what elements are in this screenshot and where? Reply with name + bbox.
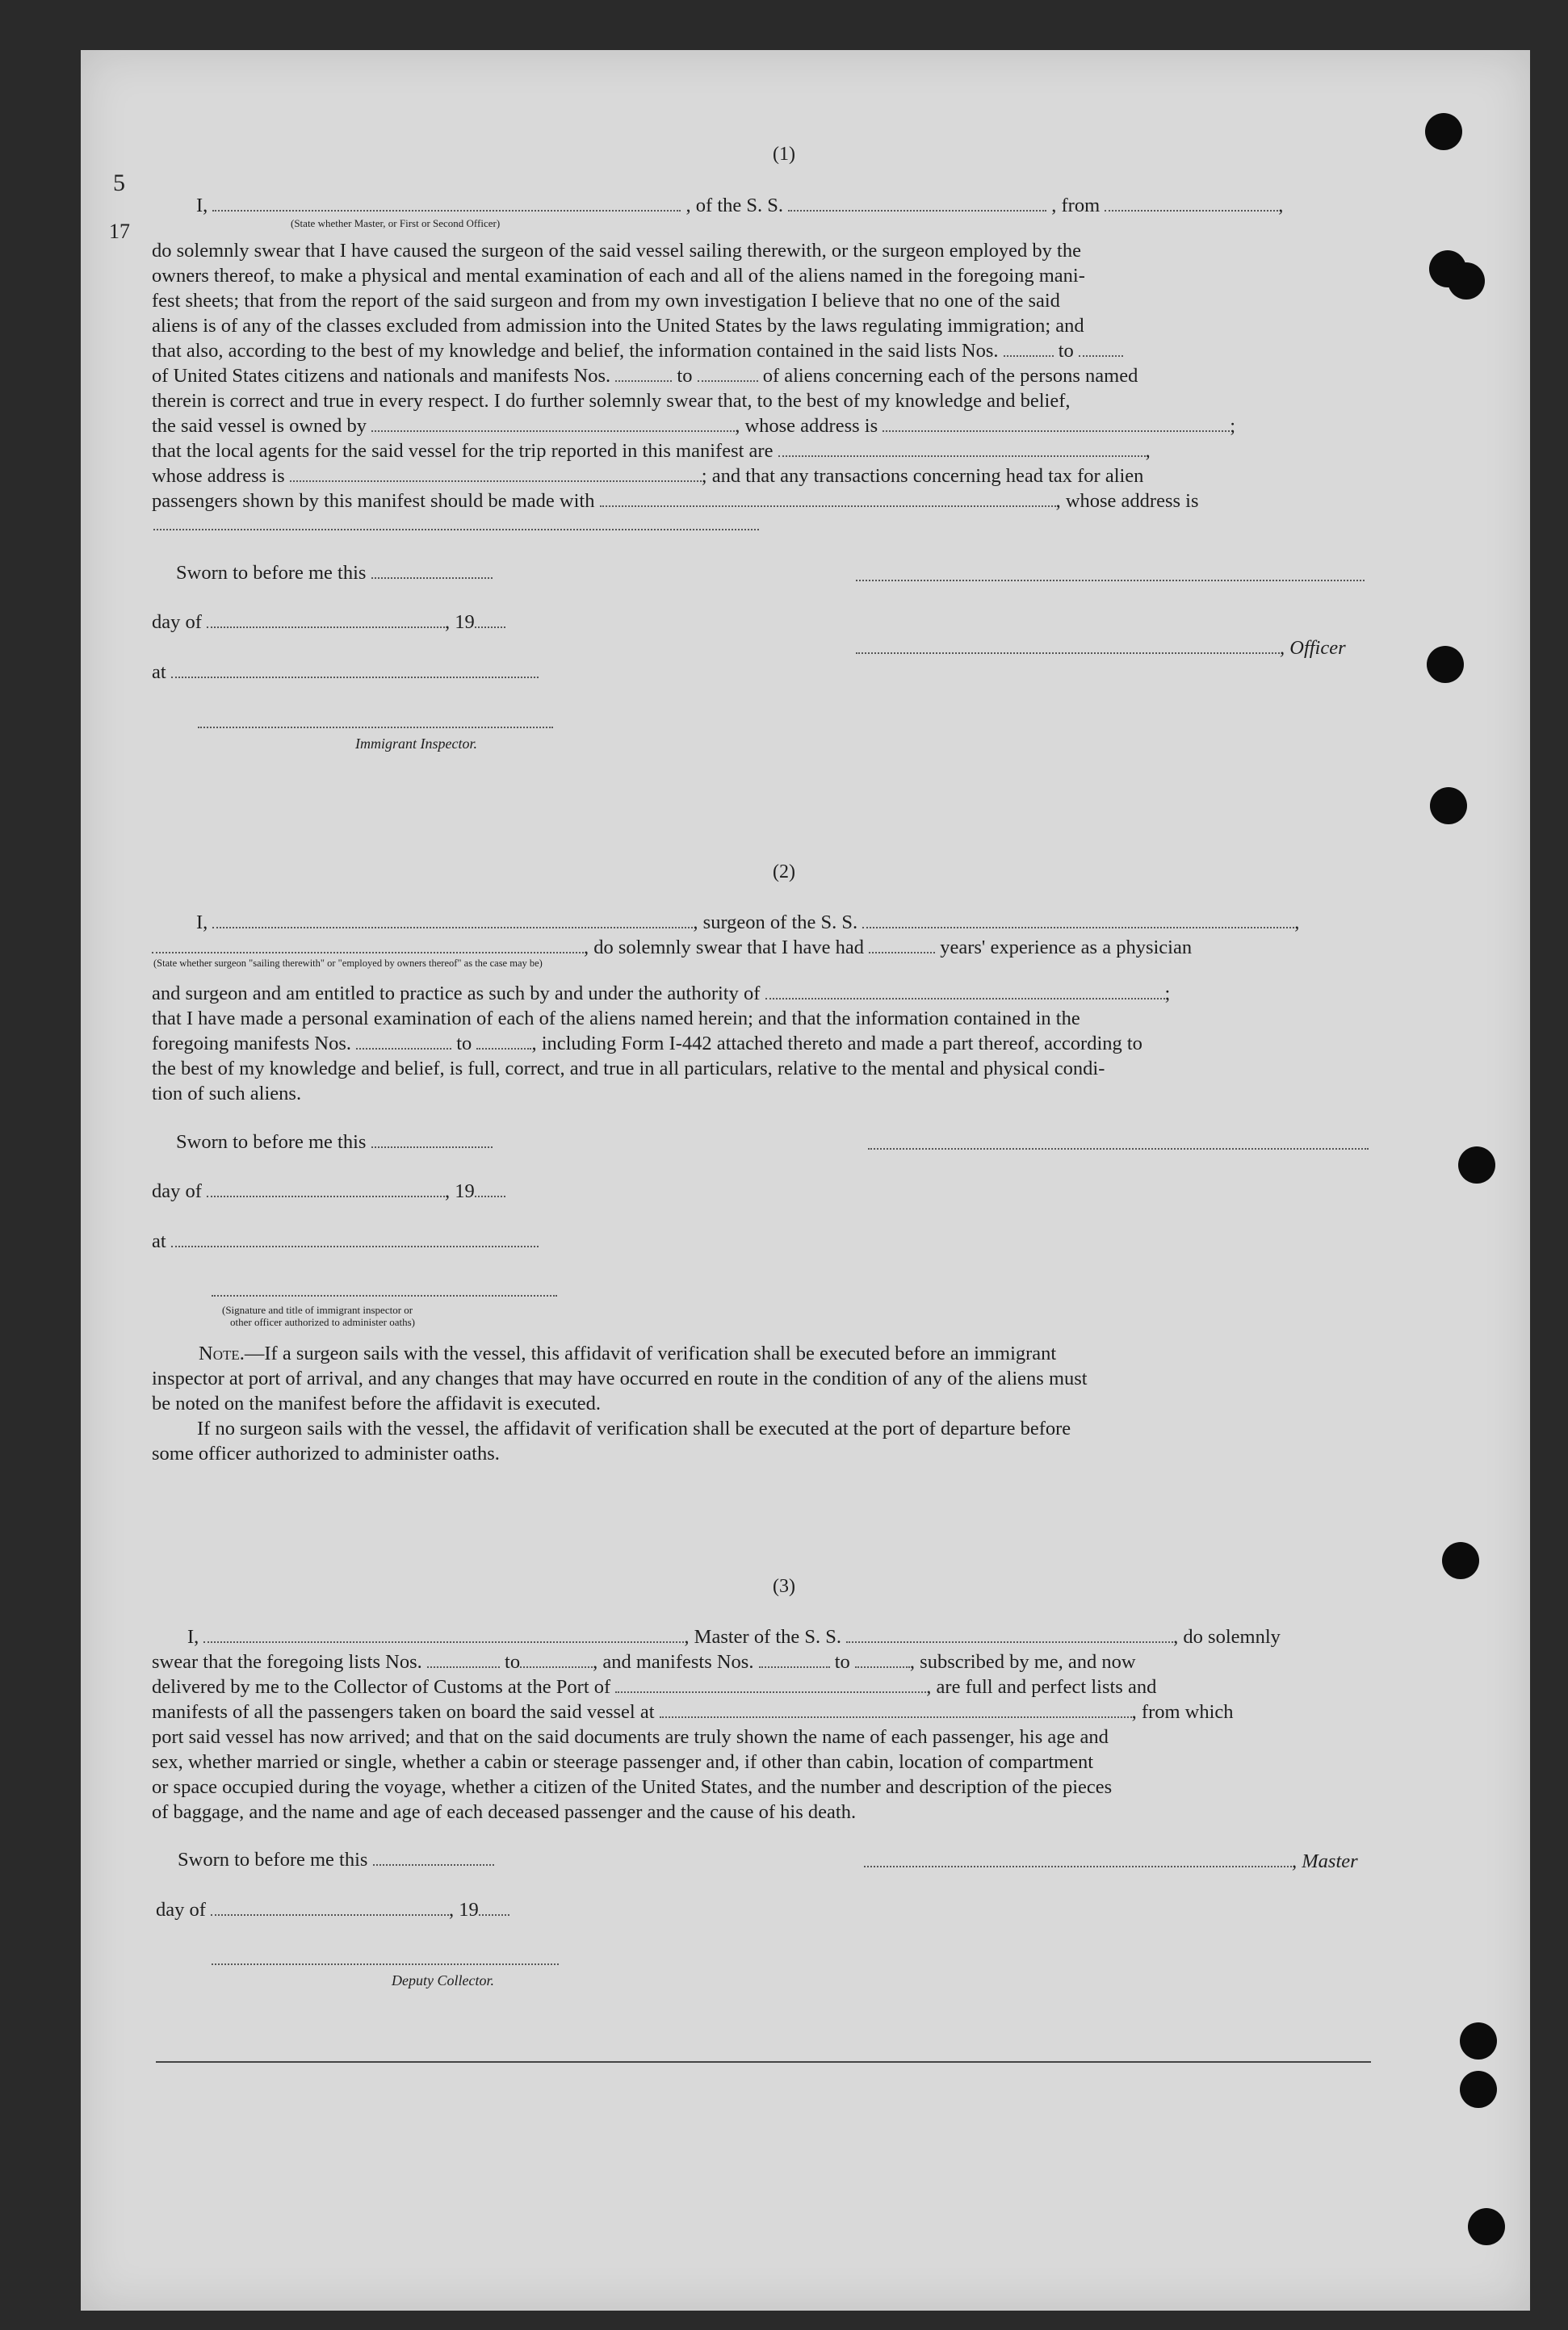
s3-manifests-all: manifests of all the passengers taken on board the said vessel at	[152, 1701, 655, 1723]
s3-solemnly: , do solemnly	[1173, 1626, 1281, 1648]
s1-owner-blank	[371, 416, 735, 432]
punch-hole-3	[1448, 262, 1485, 300]
punch-hole-7	[1442, 1542, 1479, 1579]
s1-officer-label: , Officer	[1280, 637, 1346, 659]
s1-l6-to: to	[677, 365, 693, 387]
s2-day-blank	[207, 1181, 445, 1197]
s1-agents-blank	[778, 441, 1146, 457]
s1-headtax-address-label: , whose address is	[1055, 490, 1199, 512]
s1-sworn-blank	[371, 563, 493, 579]
s3-from-which: , from which	[1131, 1701, 1234, 1723]
section-1-number: (1)	[773, 144, 795, 165]
note-l5: some officer authorized to administer oaths.	[152, 1443, 500, 1465]
s2-authority-blank	[765, 983, 1165, 999]
s3-day	[156, 1898, 509, 1922]
punch-hole-8	[1460, 2022, 1497, 2060]
s2-day	[152, 1180, 505, 1204]
s3-collector-sig-line	[212, 1963, 559, 1965]
s2-sworn-blank	[371, 1132, 493, 1148]
s2-form: , including Form I-442 attached thereto and made a part thereof, according to	[531, 1033, 1142, 1054]
s3-master-of: , Master of the S. S.	[684, 1626, 842, 1648]
s2-sig-caption-1: (Signature and title of immigrant inspector or	[222, 1304, 413, 1316]
s1-lists-to-blank	[1079, 341, 1123, 357]
s1-para-l9: that the local agents for the said vessel for the trip reported in this manifest are ,	[152, 440, 1151, 462]
bottom-rule	[156, 2061, 1371, 2063]
s1-para-l3: fest sheets; that from the report of the said surgeon and from my own investigation I believe that no one of the said	[152, 290, 1060, 312]
s2-year-label: , 19	[445, 1180, 475, 1202]
s1-vessel-blank	[788, 195, 1046, 212]
s1-manifests-to-blank	[698, 366, 758, 382]
s1-at-label: at	[152, 661, 166, 683]
s1-para-l6	[152, 364, 1138, 388]
s3-lists-to-blank	[520, 1652, 593, 1668]
s2-experience: years' experience as a physician	[940, 937, 1193, 958]
punch-hole-4	[1427, 646, 1464, 683]
s1-para-l10	[152, 464, 1143, 488]
s2-manifests-to-blank	[476, 1033, 531, 1050]
s1-para-l1: do solemnly swear that I have caused the surgeon of the said vessel sailing therewith, or the surgeon employed by the	[152, 240, 1081, 262]
s2-para-l3	[152, 1032, 1142, 1056]
section-2-number: (2)	[773, 861, 795, 882]
s2-at-blank	[171, 1231, 539, 1247]
s1-day-label: day of	[152, 611, 202, 633]
s2-para-l1	[152, 982, 1170, 1006]
s2-status-blank	[152, 937, 584, 953]
s1-headtax: ; and that any transactions concerning head tax for alien	[701, 465, 1144, 487]
s1-agent-address-blank	[290, 466, 702, 482]
s1-owned-by: the said vessel is owned by	[152, 415, 367, 437]
s3-l2	[152, 1650, 1136, 1674]
s1-inspector-sig-line	[198, 727, 553, 728]
s1-at	[152, 660, 539, 685]
s2-authority: and surgeon and am entitled to practice as such by and under the authority of	[152, 983, 761, 1004]
note-l2: inspector at port of arrival, and any changes that may have occurred en route in the condition of any of the aliens must	[152, 1368, 1088, 1389]
s1-year-blank	[475, 612, 505, 628]
s2-manifests-from-blank	[356, 1033, 451, 1050]
s1-agent-address-label: whose address is	[152, 465, 285, 487]
note-text-1: —If a surgeon sails with the vessel, this affidavit of verification shall be executed before an immigrant	[244, 1343, 1057, 1364]
note-label: Note.	[199, 1343, 245, 1364]
s1-para-l4: aliens is of any of the classes excluded from admission into the United States by the laws regulating immigration; and	[152, 315, 1084, 337]
s2-sworn-label: Sworn to before me this	[176, 1131, 367, 1153]
s1-line1: I, , of the S. S. , from ,	[196, 195, 1284, 216]
s1-headtax-blank	[600, 491, 1056, 507]
s1-inspector-label: Immigrant Inspector.	[355, 735, 477, 752]
s2-para-l5: tion of such aliens.	[152, 1083, 302, 1104]
s3-manifests-to-blank	[855, 1652, 910, 1668]
s3-port-blank	[615, 1677, 926, 1693]
s1-l6-end: of aliens concerning each of the persons named	[762, 365, 1138, 387]
s1-officer-caption: (State whether Master, or First or Second Officer)	[291, 217, 501, 229]
s1-officer-sig-line-1	[856, 580, 1365, 581]
s3-l8: of baggage, and the name and age of each deceased passenger and the cause of his death.	[152, 1801, 857, 1823]
s3-l5: port said vessel has now arrived; and that on the said documents are truly shown the name of each passenger, his age and	[152, 1726, 1109, 1748]
punch-hole-9	[1460, 2071, 1497, 2108]
s3-year-label: , 19	[449, 1899, 479, 1921]
s2-comma: ,	[1294, 911, 1300, 933]
s3-year-blank	[479, 1900, 509, 1916]
s1-sworn-label: Sworn to before me this	[176, 562, 367, 584]
s2-year-blank	[475, 1181, 505, 1197]
s3-day-label: day of	[156, 1899, 206, 1921]
s1-manifests-from-blank	[615, 366, 672, 382]
s1-of-ss: , of the S. S.	[685, 195, 784, 216]
s1-day	[152, 610, 505, 635]
s2-line2	[152, 936, 1192, 960]
s1-passengers: passengers shown by this manifest should be made with	[152, 490, 595, 512]
s3-lists-from-blank	[427, 1652, 500, 1668]
s3-manifests: , and manifests Nos.	[593, 1651, 754, 1673]
s3-sworn	[178, 1848, 494, 1872]
s1-officer-line	[856, 636, 1346, 660]
s3-master-label: , Master	[1292, 1850, 1358, 1872]
s3-master-line	[864, 1850, 1358, 1874]
punch-hole-10	[1468, 2208, 1505, 2245]
s2-years-blank	[869, 937, 935, 953]
s2-inspector-sig-line	[212, 1295, 557, 1297]
section-3-number: (3)	[773, 1576, 795, 1597]
s1-para-l5	[152, 339, 1123, 363]
s1-para-l2: owners thereof, to make a physical and mental examination of each and all of the aliens named in the foregoing mani-	[152, 265, 1085, 287]
s1-from: , from	[1051, 195, 1101, 216]
s2-vessel-blank	[862, 912, 1294, 928]
s1-officer-sig-blank	[856, 638, 1280, 654]
s1-officer-blank	[212, 195, 681, 212]
note-l3: be noted on the manifest before the affidavit is executed.	[152, 1393, 602, 1414]
s3-to-1: to	[505, 1651, 521, 1673]
s1-owner-address-label: , whose address is	[735, 415, 878, 437]
s2-surgeon-caption: (State whether surgeon "sailing therewith" or "employed by owners thereof" as the case may be)	[153, 958, 543, 969]
s1-at-blank	[171, 662, 539, 678]
s1-l6-text: of United States citizens and nationals and manifests Nos.	[152, 365, 611, 387]
s2-surgeon-name-blank	[212, 912, 693, 928]
margin-mark-1: 5	[113, 170, 125, 196]
s2-swear: , do solemnly swear that I have had	[584, 937, 864, 958]
s1-from-blank	[1105, 195, 1278, 212]
s3-to-2: to	[834, 1651, 850, 1673]
s2-sig-caption-2: other officer authorized to administer oaths)	[230, 1316, 415, 1328]
s2-manifests: foregoing manifests Nos.	[152, 1033, 351, 1054]
punch-hole-6	[1458, 1146, 1495, 1184]
s3-manifests-from-blank	[759, 1652, 830, 1668]
note-l4: If no surgeon sails with the vessel, the affidavit of verification shall be executed at the port of departure before	[197, 1418, 1071, 1439]
s2-para-l4: the best of my knowledge and belief, is full, correct, and true in all particulars, relative to the mental and physical condi-	[152, 1058, 1105, 1079]
s3-embark-port-blank	[660, 1702, 1132, 1718]
s2-surgeon-of: , surgeon of the S. S.	[693, 911, 858, 933]
s3-l3	[152, 1675, 1156, 1699]
s1-para-l11	[152, 489, 1199, 513]
s1-semicolon: ;	[1230, 415, 1236, 437]
s3-full-perfect: , are full and perfect lists and	[926, 1676, 1157, 1698]
s2-at	[152, 1230, 539, 1254]
s2-line1	[196, 911, 1299, 935]
s1-owner-address-blank	[883, 416, 1230, 432]
s3-master-name-blank	[203, 1627, 684, 1643]
s3-vessel-blank	[846, 1627, 1173, 1643]
s2-signature-line	[868, 1148, 1369, 1150]
s3-sworn-blank	[373, 1850, 494, 1866]
s3-l7: or space occupied during the voyage, whether a citizen of the United States, and the number and description of the pieces	[152, 1776, 1113, 1798]
s1-lists-from-blank	[1004, 341, 1054, 357]
s1-para-l8	[152, 414, 1235, 438]
s1-l5-text: that also, according to the best of my knowledge and belief, the information contained in the said lists Nos.	[152, 340, 999, 362]
s1-agents: that the local agents for the said vessel for the trip reported in this manifest are	[152, 440, 774, 462]
s3-subscribed: , subscribed by me, and now	[909, 1651, 1136, 1673]
s3-master-sig-blank	[864, 1851, 1292, 1867]
s1-l5-to: to	[1058, 340, 1074, 362]
s3-delivered: delivered by me to the Collector of Customs at the Port of	[152, 1676, 611, 1698]
s3-day-blank	[211, 1900, 449, 1916]
s3-line1	[187, 1625, 1281, 1649]
s3-l4	[152, 1700, 1234, 1724]
s2-to: to	[456, 1033, 472, 1054]
s2-para-l2: that I have made a personal examination of each of the aliens named herein; and that the information contained in the	[152, 1008, 1080, 1029]
s2-at-label: at	[152, 1230, 166, 1252]
s3-lists: swear that the foregoing lists Nos.	[152, 1651, 422, 1673]
s2-sworn	[176, 1130, 493, 1155]
s3-sworn-label: Sworn to before me this	[178, 1849, 368, 1871]
s1-day-blank	[207, 612, 445, 628]
s3-l6: sex, whether married or single, whether a cabin or steerage passenger and, if other than cabin, location of compartment	[152, 1751, 1094, 1773]
s1-sworn	[176, 561, 493, 585]
s1-para-l7: therein is correct and true in every respect. I do further solemnly swear that, to the best of my knowledge and belief,	[152, 390, 1071, 412]
s3-I: I,	[187, 1626, 199, 1648]
s1-year-label: , 19	[445, 611, 475, 633]
punch-hole-5	[1430, 787, 1467, 824]
s1-I: I,	[196, 195, 208, 216]
s3-collector-label: Deputy Collector.	[392, 1972, 494, 1988]
s1-headtax-address-blank	[153, 529, 759, 530]
s2-day-label: day of	[152, 1180, 202, 1202]
note-l1	[199, 1342, 1056, 1366]
s2-semicolon: ;	[1164, 983, 1171, 1004]
s2-I: I,	[196, 911, 208, 933]
margin-mark-2: 17	[109, 220, 130, 243]
